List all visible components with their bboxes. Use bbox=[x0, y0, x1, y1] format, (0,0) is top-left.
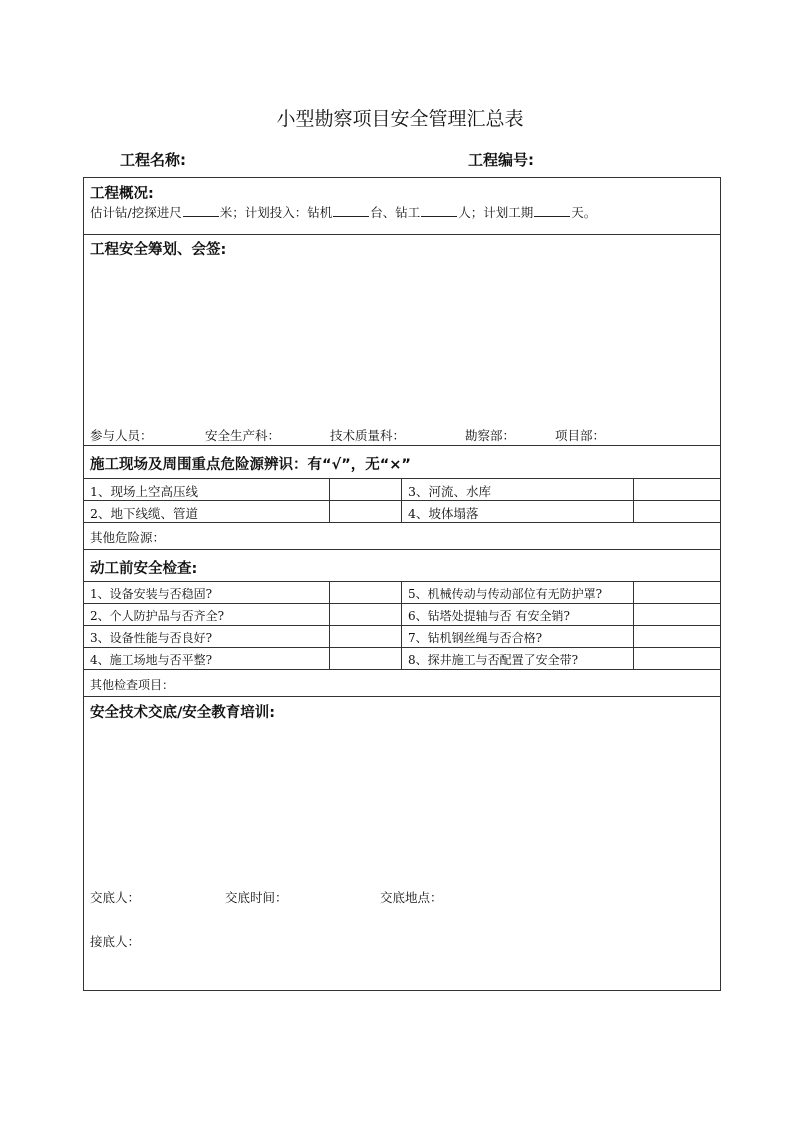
duration-blank[interactable] bbox=[534, 205, 570, 217]
hazard-mark-cell[interactable] bbox=[634, 479, 719, 499]
project-name-label: 工程名称: bbox=[120, 151, 186, 169]
hazard-item: 4、坡体塌落 bbox=[408, 506, 479, 521]
check-item: 5、机械传动与传动部位有无防护罩? bbox=[408, 587, 603, 601]
checks-heading: 动工前安全检查: bbox=[90, 561, 198, 577]
hazard-item: 1、现场上空高压线 bbox=[90, 484, 198, 499]
participants-label: 参与人员： bbox=[90, 428, 153, 443]
briefer-label: 交底人： bbox=[90, 890, 141, 905]
hazards-heading: 施工现场及周围重点危险源辨识：有“√”，无“×” bbox=[90, 457, 411, 473]
check-item: 8、探井施工与否配置了安全带? bbox=[408, 653, 579, 667]
training-heading: 安全技术交底/安全教育培训: bbox=[90, 705, 276, 721]
driller-count-blank[interactable] bbox=[421, 205, 457, 217]
rig-count-blank[interactable] bbox=[333, 205, 369, 217]
brief-time-label: 交底时间： bbox=[225, 890, 288, 905]
hazard-mark-cell[interactable] bbox=[330, 501, 400, 521]
other-checks-label: 其他检查项目： bbox=[90, 678, 175, 692]
hazard-item: 3、河流、水库 bbox=[408, 484, 491, 499]
hazard-mark-cell[interactable] bbox=[634, 501, 719, 521]
check-item: 4、施工场地与否平整? bbox=[90, 653, 213, 667]
dept-project-label: 项目部： bbox=[555, 428, 606, 443]
hazard-item: 2、地下线缆、管道 bbox=[90, 506, 198, 521]
check-item: 7、钻机钢丝绳与否合格? bbox=[408, 631, 543, 645]
dept-survey-label: 勘察部： bbox=[465, 428, 516, 443]
dept-quality-label: 技术质量科： bbox=[330, 428, 406, 443]
project-number-label: 工程编号: bbox=[468, 151, 534, 169]
other-hazards-label: 其他危险源： bbox=[90, 530, 166, 545]
check-item: 3、设备性能与否良好? bbox=[90, 631, 213, 645]
overview-line: 估计钻/挖探进尺 米；计划投入：钻机 台、钻工 人；计划工期 天。 bbox=[90, 205, 597, 220]
dept-safety-label: 安全生产科： bbox=[205, 428, 281, 443]
hazard-mark-cell[interactable] bbox=[330, 479, 400, 499]
check-item: 1、设备安装与否稳固? bbox=[90, 587, 213, 601]
footage-blank[interactable] bbox=[183, 205, 219, 217]
overview-heading: 工程概况: bbox=[90, 186, 154, 202]
brief-place-label: 交底地点： bbox=[380, 890, 443, 905]
planning-heading: 工程安全筹划、会签: bbox=[90, 242, 227, 258]
check-item: 6、钻塔处提轴与否 有安全销? bbox=[408, 609, 570, 623]
receiver-label: 接底人： bbox=[90, 934, 141, 949]
check-item: 2、个人防护品与否齐全? bbox=[90, 609, 225, 623]
page-title: 小型勘察项目安全管理汇总表 bbox=[276, 108, 524, 130]
